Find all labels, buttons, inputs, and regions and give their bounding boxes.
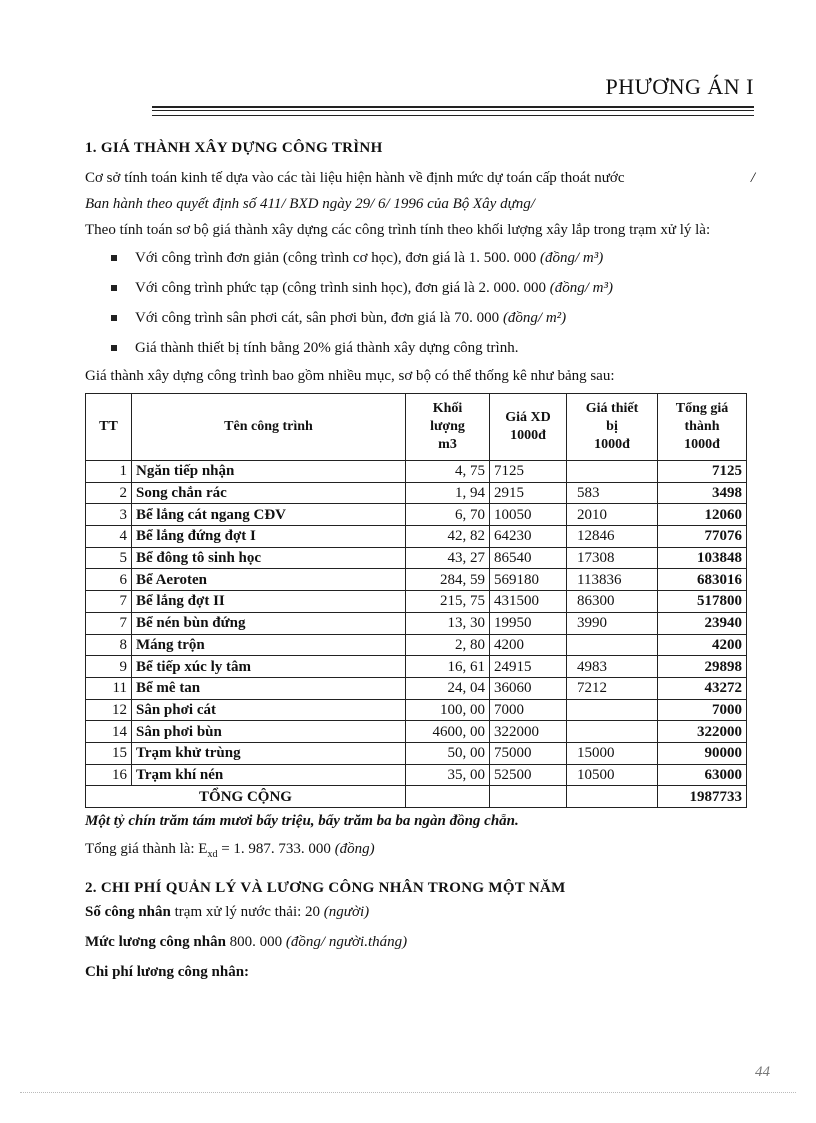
row-volume: 42, 82 xyxy=(406,526,490,548)
row-tt: 1 xyxy=(86,461,132,483)
row-equipment-price xyxy=(567,721,658,743)
total-line: Tổng giá thành là: $E_{xd} = 1$. 987. 733. 000 (đồng) xyxy=(85,841,375,860)
row-total-price: 77076 xyxy=(658,526,747,548)
document-body xyxy=(85,140,755,985)
row-name: Sân phơi bùn xyxy=(132,721,406,743)
table-row xyxy=(86,591,747,613)
row-volume: 35, 00 xyxy=(406,764,490,786)
row-name: Bể Aeroten xyxy=(132,569,406,591)
table-intro: Giá thành xây dựng công trình bao gồm nhiều mục, sơ bộ có thể thống kê như bảng sau: xyxy=(85,368,615,384)
row-volume: 24, 04 xyxy=(406,677,490,699)
row-construction-price: 2915 xyxy=(490,482,567,504)
row-tt: 15 xyxy=(86,742,132,764)
row-total-price: 7125 xyxy=(658,461,747,483)
table-row xyxy=(86,677,747,699)
header-volume: Khối lượng m3 xyxy=(406,394,490,461)
salary-line: Mức lương công nhân 800. 000 (đồng/ người.tháng) xyxy=(85,934,408,950)
row-name: Bể lắng đứng đợt I xyxy=(132,526,406,548)
row-equipment-price: 583 xyxy=(567,482,658,504)
row-equipment-price xyxy=(567,699,658,721)
table-row xyxy=(86,721,747,743)
row-volume: 1, 94 xyxy=(406,482,490,504)
list-item: Với công trình phức tạp (công trình sinh học), đơn giá là 2. 000. 000 (đồng/ m³) xyxy=(109,273,755,303)
row-name: Bể mê tan xyxy=(132,677,406,699)
footer-rule xyxy=(20,1092,796,1093)
table-row xyxy=(86,482,747,504)
row-total-price: 322000 xyxy=(658,721,747,743)
row-equipment-price: 10500 xyxy=(567,764,658,786)
row-total-price: 90000 xyxy=(658,742,747,764)
row-name: Bể lắng đợt II xyxy=(132,591,406,613)
row-construction-price: 64230 xyxy=(490,526,567,548)
row-total-price: 23940 xyxy=(658,612,747,634)
row-construction-price: 7000 xyxy=(490,699,567,721)
row-equipment-price: 12846 xyxy=(567,526,658,548)
row-equipment-price: 86300 xyxy=(567,591,658,613)
row-volume: 2, 80 xyxy=(406,634,490,656)
row-tt: 2 xyxy=(86,482,132,504)
row-tt: 4 xyxy=(86,526,132,548)
intro-paragraph: Theo tính toán sơ bộ giá thành xây dựng các công trình tính theo khối lượng xây lắp trong trạm xử lý là: xyxy=(85,222,711,238)
total-label: TỔNG CỘNG xyxy=(86,786,406,808)
row-construction-price: 10050 xyxy=(490,504,567,526)
row-volume: 6, 70 xyxy=(406,504,490,526)
total-in-words: Một tỷ chín trăm tám mươi bẩy triệu, bẩy trăm ba ba ngàn đồng chẵn. xyxy=(85,813,519,829)
row-equipment-price: 2010 xyxy=(567,504,658,526)
row-tt: 7 xyxy=(86,612,132,634)
row-volume: 4600, 00 xyxy=(406,721,490,743)
row-construction-price: 36060 xyxy=(490,677,567,699)
row-volume: 50, 00 xyxy=(406,742,490,764)
table-row xyxy=(86,742,747,764)
row-volume: 13, 30 xyxy=(406,612,490,634)
row-volume: 4, 75 xyxy=(406,461,490,483)
header-equipment-price: Giá thiết bị 1000đ xyxy=(567,394,658,461)
row-name: Bể tiếp xúc ly tâm xyxy=(132,656,406,678)
basis-text: Cơ sở tính toán kinh tế dựa vào các tài liệu hiện hành về định mức dự toán cấp thoát nước xyxy=(85,170,625,186)
row-equipment-price: 4983 xyxy=(567,656,658,678)
header-name: Tên công trình xyxy=(132,394,406,461)
row-construction-price: 4200 xyxy=(490,634,567,656)
row-tt: 6 xyxy=(86,569,132,591)
row-tt: 8 xyxy=(86,634,132,656)
section2-heading: 2. CHI PHÍ QUẢN LÝ VÀ LƯƠNG CÔNG NHÂN TRONG MỘT NĂM xyxy=(85,880,566,896)
row-construction-price: 75000 xyxy=(490,742,567,764)
row-equipment-price: 15000 xyxy=(567,742,658,764)
row-total-price: 43272 xyxy=(658,677,747,699)
row-total-price: 3498 xyxy=(658,482,747,504)
row-name: Song chắn rác xyxy=(132,482,406,504)
header-construction-price: Giá XD 1000đ xyxy=(490,394,567,461)
row-construction-price: 431500 xyxy=(490,591,567,613)
section1-heading: 1. GIÁ THÀNH XÂY DỰNG CÔNG TRÌNH xyxy=(85,140,383,156)
row-tt: 3 xyxy=(86,504,132,526)
header-total-price: Tổng giá thành 1000đ xyxy=(658,394,747,461)
workers-line: Số công nhân trạm xử lý nước thải: 20 (người) xyxy=(85,904,370,920)
row-total-price: 683016 xyxy=(658,569,747,591)
row-equipment-price: 113836 xyxy=(567,569,658,591)
table-row xyxy=(86,547,747,569)
row-total-price: 103848 xyxy=(658,547,747,569)
page-number: 44 xyxy=(755,1064,770,1080)
row-total-price: 4200 xyxy=(658,634,747,656)
row-equipment-price: 17308 xyxy=(567,547,658,569)
row-tt: 5 xyxy=(86,547,132,569)
list-item: Với công trình sân phơi cát, sân phơi bùn, đơn giá là 70. 000 (đồng/ m²) xyxy=(109,303,755,333)
basis-slash: / xyxy=(750,170,755,186)
unit-price-list xyxy=(85,243,755,363)
row-volume: 215, 75 xyxy=(406,591,490,613)
row-name: Bể nén bùn đứng xyxy=(132,612,406,634)
row-total-price: 517800 xyxy=(658,591,747,613)
cost-table xyxy=(85,393,747,808)
row-name: Trạm khí nén xyxy=(132,764,406,786)
row-total-price: 12060 xyxy=(658,504,747,526)
row-construction-price: 19950 xyxy=(490,612,567,634)
row-tt: 16 xyxy=(86,764,132,786)
labor-cost-label: Chi phí lương công nhân: xyxy=(85,964,250,980)
row-construction-price: 7125 xyxy=(490,461,567,483)
row-equipment-price: 3990 xyxy=(567,612,658,634)
row-name: Máng trộn xyxy=(132,634,406,656)
table-total-row xyxy=(86,786,747,808)
header-tt: TT xyxy=(86,394,132,461)
row-tt: 11 xyxy=(86,677,132,699)
row-total-price: 63000 xyxy=(658,764,747,786)
list-item: Với công trình đơn giản (công trình cơ học), đơn giá là 1. 500. 000 (đồng/ m³) xyxy=(109,243,755,273)
header-rule xyxy=(152,106,754,116)
row-total-price: 29898 xyxy=(658,656,747,678)
row-construction-price: 24915 xyxy=(490,656,567,678)
table-row xyxy=(86,569,747,591)
row-construction-price: 322000 xyxy=(490,721,567,743)
row-total-price: 7000 xyxy=(658,699,747,721)
basis-decree: Ban hành theo quyết định số 411/ BXD ngày 29/ 6/ 1996 của Bộ Xây dựng/ xyxy=(85,196,535,212)
row-tt: 9 xyxy=(86,656,132,678)
total-value: 1987733 xyxy=(658,786,747,808)
list-item: Giá thành thiết bị tính bằng 20% giá thành xây dựng công trình. xyxy=(109,333,755,363)
row-name: Bể lắng cát ngang CĐV xyxy=(132,504,406,526)
table-row xyxy=(86,656,747,678)
row-equipment-price xyxy=(567,634,658,656)
table-row xyxy=(86,612,747,634)
table-row xyxy=(86,461,747,483)
row-name: Sân phơi cát xyxy=(132,699,406,721)
row-volume: 100, 00 xyxy=(406,699,490,721)
table-row xyxy=(86,764,747,786)
row-construction-price: 52500 xyxy=(490,764,567,786)
page-header-title: PHƯƠNG ÁN I xyxy=(605,74,754,99)
row-construction-price: 569180 xyxy=(490,569,567,591)
row-volume: 284, 59 xyxy=(406,569,490,591)
row-volume: 43, 27 xyxy=(406,547,490,569)
row-equipment-price xyxy=(567,461,658,483)
row-name: Trạm khử trùng xyxy=(132,742,406,764)
row-tt: 12 xyxy=(86,699,132,721)
row-construction-price: 86540 xyxy=(490,547,567,569)
row-tt: 7 xyxy=(86,591,132,613)
table-header-row xyxy=(86,394,747,461)
table-row xyxy=(86,504,747,526)
row-equipment-price: 7212 xyxy=(567,677,658,699)
table-row xyxy=(86,526,747,548)
row-name: Ngăn tiếp nhận xyxy=(132,461,406,483)
basis-paragraph xyxy=(85,165,755,191)
row-volume: 16, 61 xyxy=(406,656,490,678)
row-tt: 14 xyxy=(86,721,132,743)
table-row xyxy=(86,634,747,656)
table-row xyxy=(86,699,747,721)
row-name: Bể đông tô sinh học xyxy=(132,547,406,569)
